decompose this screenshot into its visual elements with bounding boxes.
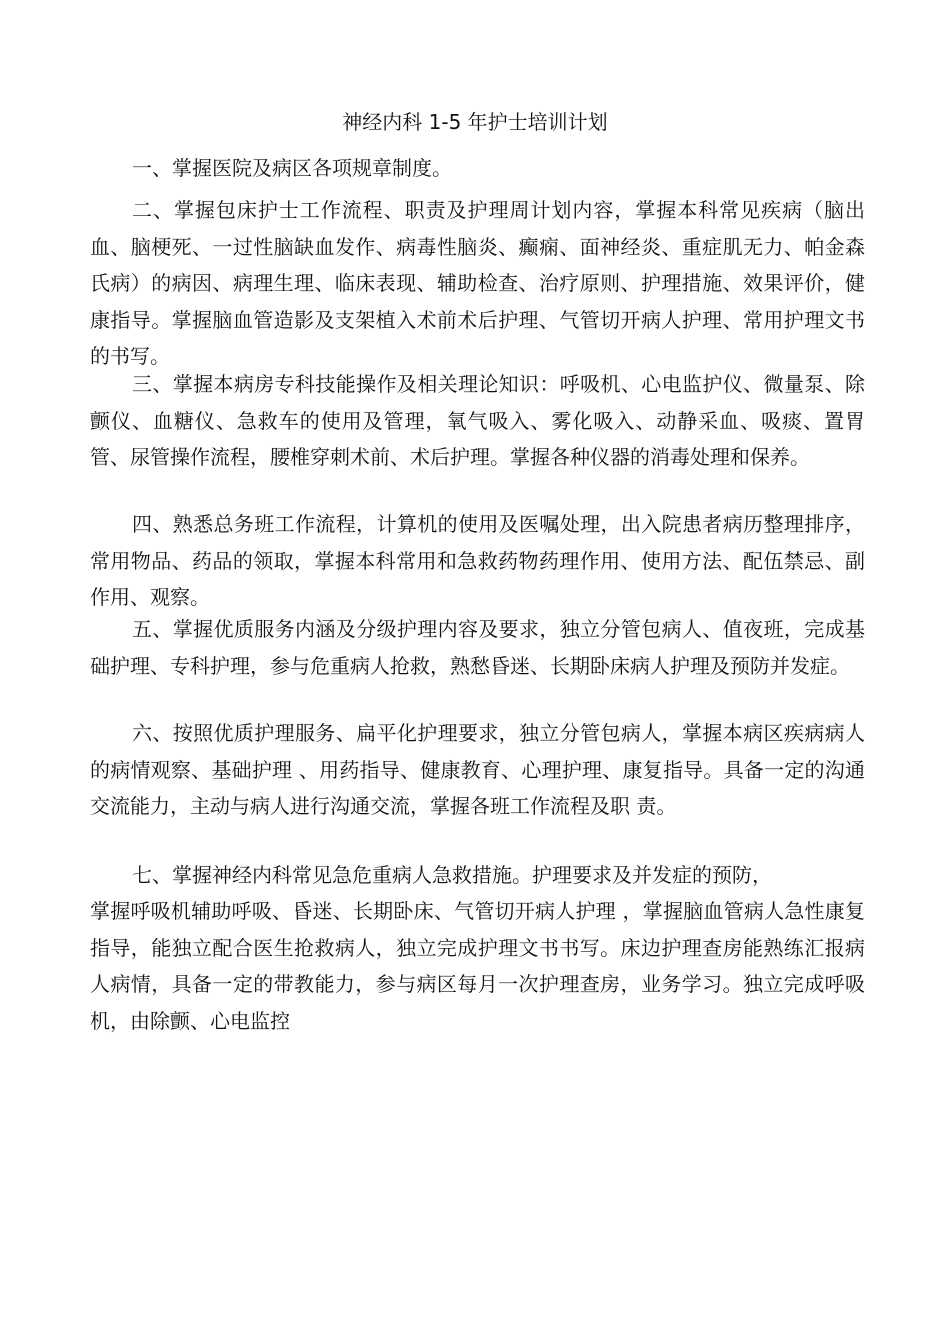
paragraph-2: 二、掌握包床护士工作流程、职责及护理周计划内容，掌握本科常见疾病（脑出血、脑梗死、一过性脑缺血发作、病毒性脑炎、癫痫、面神经炎、重症肌无力、帕金森氏病）的病因、病理生理、临床表现、辅助检查、治疗原则、护理措施、效果评价，健康指导。掌握脑血管造影及支架植入术前术后护理、气管切开病人护理、常用护理文书的书写。 bbox=[90, 198, 865, 368]
document-title: 神经内科 1-5 年护士培训计划 bbox=[342, 110, 608, 134]
paragraph-1: 一、掌握医院及病区各项规章制度。 bbox=[132, 156, 452, 180]
paragraph-6: 六、按照优质护理服务、扁平化护理要求，独立分管包病人，掌握本病区疾病病人的病情观察、基础护理 、用药指导、健康教育、心理护理、康复指导。具备一定的沟通交流能力，主动与病人进行沟通交流，掌握各班工作流程及职 责。 bbox=[90, 721, 865, 818]
paragraph-4: 四、熟悉总务班工作流程，计算机的使用及医嘱处理，出入院患者病历整理排序，常用物品、药品的领取，掌握本科常用和急救药物药理作用、使用方法、配伍禁忌、副作用、观察。 bbox=[90, 512, 865, 609]
paragraph-8: 掌握呼吸机辅助呼吸、昏迷、长期卧床、气管切开病人护理 ，掌握脑血管病人急性康复指导，能独立配合医生抢救病人，独立完成护理文书书写。床边护理查房能熟练汇报病人病情，具备一定的带教能力，参与病区每月一次护理查房，业务学习。独立完成呼吸机，由除颤、心电监控 bbox=[90, 899, 865, 1033]
paragraph-5: 五、掌握优质服务内涵及分级护理内容及要求，独立分管包病人、值夜班，完成基础护理、专科护理，参与危重病人抢救，熟愁昏迷、长期卧床病人护理及预防并发症。 bbox=[90, 617, 865, 678]
paragraph-7: 七、掌握神经内科常见急危重病人急救措施。护理要求及并发症的预防， bbox=[132, 863, 772, 887]
paragraph-3: 三、掌握本病房专科技能操作及相关理论知识：呼吸机、心电监护仪、微量泵、除颤仪、血糖仪、急救车的使用及管理，氧气吸入、雾化吸入、动静采血、吸痰、置胃管、尿管操作流程，腰椎穿刺术前、术后护理。掌握各种仪器的消毒处理和保养。 bbox=[90, 372, 865, 469]
